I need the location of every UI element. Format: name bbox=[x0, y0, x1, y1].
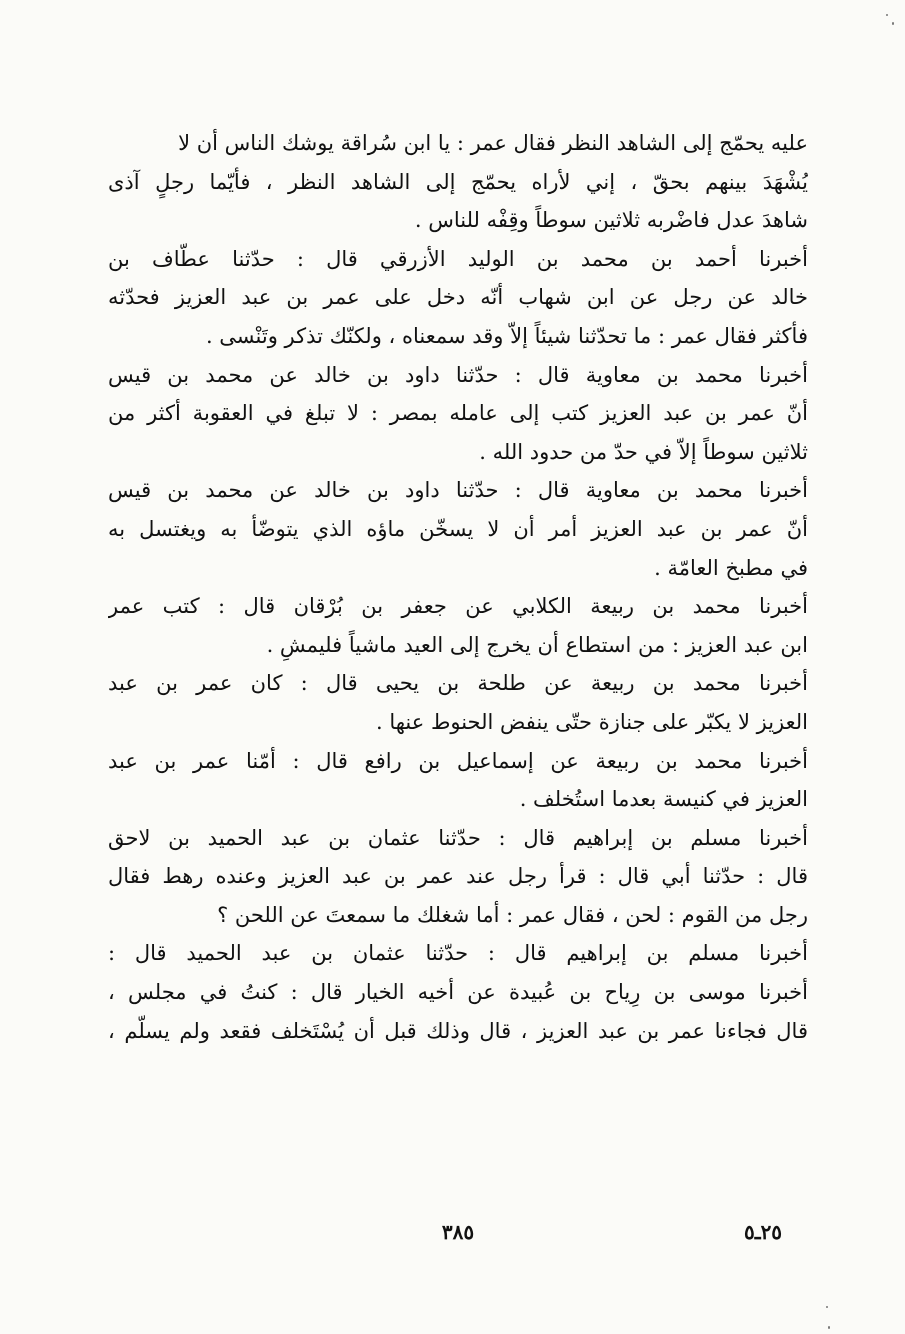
text-line: أنّ عمر بن عبد العزيز كتب إلى عامله بمصر : لا تبلغ في العقوبة أكثر من bbox=[108, 401, 808, 426]
text-line: العزيز لا يكبّر على جنازة حتّى ينفض الحنوط عنها . bbox=[375, 709, 808, 734]
text-line: خالد عن رجل عن ابن شهاب أنّه دخل على عمر بن عبد العزيز فحدّثه bbox=[108, 285, 808, 310]
scan-speck bbox=[892, 22, 894, 25]
text-line: ابن عبد العزيز : من استطاع أن يخرج إلى العيد ماشياً فليمشِ . bbox=[266, 632, 808, 657]
text-line: في مطبخ العامّة . bbox=[654, 555, 808, 580]
text-line: أخبرنا محمد بن ربيعة الكلابي عن جعفر بن بُرْقان قال : كتب عمر bbox=[108, 594, 808, 619]
text-line: أنّ عمر بن عبد العزيز أمر أن لا يسخّن ماؤه الذي يتوضّأ به ويغتسل به bbox=[108, 516, 808, 541]
text-line: أخبرنا مسلم بن إبراهيم قال : حدّثنا عثمان بن عبد الحميد بن لاحق bbox=[108, 825, 808, 850]
text-line: قال : حدّثنا أبي قال : قرأ رجل عند عمر بن عبد العزيز وعنده رهط فقال bbox=[108, 864, 808, 889]
text-line: عليه يحمّج إلى الشاهد النظر فقال عمر : يا ابن سُراقة يوشك الناس أن لا bbox=[178, 131, 808, 155]
text-line: أخبرنا محمد بن معاوية قال : حدّثنا داود بن خالد عن محمد بن قيس bbox=[108, 362, 808, 387]
text-line: ثلاثين سوطاً إلاّ في حدّ من حدود الله . bbox=[479, 439, 808, 464]
text-line: العزيز في كنيسة بعدما استُخلف . bbox=[519, 787, 808, 812]
scan-speck bbox=[826, 1306, 828, 1308]
scan-speck bbox=[828, 1326, 830, 1329]
text-line: شاهدَ عدل فاضْربه ثلاثين سوطاً وقِفْه للناس . bbox=[414, 208, 808, 233]
page-number: ٣٨٥ bbox=[441, 1220, 475, 1244]
scan-speck bbox=[886, 14, 888, 16]
text-line: فأكثر فقال عمر : ما تحدّثنا شيئاً إلاّ وقد سمعناه ، ولكنّك تذكر وتَنْسى . bbox=[205, 323, 808, 348]
text-line: أخبرنا محمد بن ربيعة عن طلحة بن يحيى قال : كان عمر بن عبد bbox=[108, 671, 808, 696]
text-line: أخبرنا موسى بن رِياح بن عُبيدة عن أخيه الخيار قال : كنتُ في مجلس ، bbox=[108, 980, 808, 1005]
page-footer bbox=[0, 1220, 905, 1250]
body-text bbox=[108, 124, 808, 1050]
text-line: رجل من القوم : لحن ، فقال عمر : أما شغلك ما سمعتَ عن اللحن ؟ bbox=[217, 902, 808, 927]
signature-mark: ٢٥ـ٥ bbox=[743, 1220, 783, 1244]
text-line: يُشْهَدَ بينهم بحقّ ، إني لأراه يحمّج إلى الشاهد النظر ، فأيّما رجلٍ آذى bbox=[108, 169, 808, 194]
text-line: أخبرنا مسلم بن إبراهيم قال : حدّثنا عثمان بن عبد الحميد قال : bbox=[108, 941, 808, 966]
text-line: قال فجاءنا عمر بن عبد العزيز ، قال وذلك قبل أن يُسْتَخلف فقعد ولم يسلّم ، bbox=[108, 1018, 808, 1043]
text-line: أخبرنا أحمد بن محمد بن الوليد الأزرقي قال : حدّثنا عطّاف بن bbox=[108, 246, 808, 271]
text-line: أخبرنا محمد بن معاوية قال : حدّثنا داود بن خالد عن محمد بن قيس bbox=[108, 478, 808, 503]
text-line: أخبرنا محمد بن ربيعة عن إسماعيل بن رافع قال : أمّنا عمر بن عبد bbox=[108, 748, 808, 773]
